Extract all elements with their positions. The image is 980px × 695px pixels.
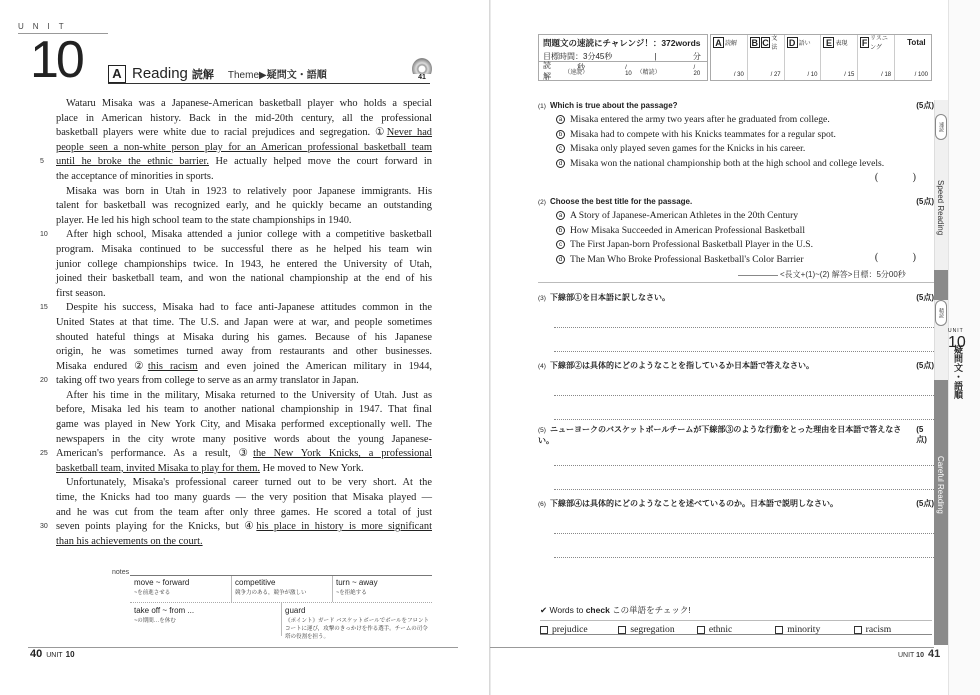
- answer-option[interactable]: [538, 112, 934, 127]
- theme-value: 疑問文・語順: [266, 70, 327, 81]
- passage-line: [56, 447, 432, 462]
- answer-line[interactable]: [554, 328, 934, 352]
- score-label: リスニング: [870, 36, 888, 51]
- q2-points: (5点): [916, 196, 934, 206]
- passage-text: Misaka endured ②: [56, 360, 148, 372]
- score-field[interactable]: / 30: [733, 72, 744, 78]
- passage-line: [56, 155, 432, 170]
- answer-option[interactable]: [538, 223, 934, 238]
- note-gloss: ~を前進させる: [134, 590, 171, 596]
- passage-text: shouted hateful things at Misaka during his games. Because of his Japanese: [56, 331, 432, 343]
- note-item: [134, 578, 230, 596]
- q6-number: (6): [538, 500, 546, 508]
- underlined-phrase: the New York Knicks, a professional: [253, 448, 432, 460]
- passage-line: [56, 112, 432, 127]
- score-label: 語い: [798, 40, 811, 47]
- answer-option[interactable]: [538, 156, 934, 171]
- passage-line: [56, 506, 432, 521]
- line-number: 15: [40, 304, 48, 312]
- q4-number: (4): [538, 362, 546, 370]
- words-row: [540, 620, 932, 635]
- note-item: [235, 578, 331, 596]
- score-letter: F: [861, 37, 868, 48]
- page-number: 41: [927, 648, 941, 660]
- footer-rule: [490, 647, 934, 648]
- question-3: [538, 290, 934, 352]
- passage-text: Despite his success, Misaka had to face anti-Japanese attitudes common in the: [66, 302, 432, 314]
- passage-line: [56, 258, 432, 273]
- score-field[interactable]: / 100: [914, 72, 928, 78]
- passage-text: place in American history. Back in the mid-20th century, all the professional: [56, 112, 432, 124]
- score-column: [858, 35, 895, 80]
- score-label: 表現: [835, 40, 848, 47]
- answer-line[interactable]: [554, 304, 934, 328]
- q2-header: [538, 194, 934, 208]
- passage-line: [56, 141, 432, 156]
- q3-number: (3): [538, 294, 546, 302]
- section-header: [108, 64, 430, 84]
- passage-line: [56, 228, 432, 243]
- word-label: racism: [865, 624, 892, 635]
- passage-text: game was played in New York City, and Misaka performed exceptionally well. The: [56, 419, 432, 431]
- score-label: 文法: [771, 36, 778, 51]
- checkbox-icon[interactable]: [775, 626, 783, 634]
- side-unit-number: 10: [948, 334, 966, 351]
- option-text: Misaka had to compete with his Knicks teammates for a regular spot.: [570, 128, 836, 140]
- right-folio: [898, 648, 940, 660]
- score-column: [711, 35, 748, 80]
- passage-line: [56, 170, 432, 185]
- passage-text: Unfortunately, Misaka's professional career turned out to be very short. At the: [66, 477, 432, 489]
- words-title-post: この単語をチェック!: [609, 605, 691, 615]
- score-field[interactable]: / 10: [807, 72, 818, 78]
- score-column: [821, 35, 858, 80]
- word-label: segregation: [630, 624, 675, 635]
- target-time: 目標時間：3分45秒: [543, 52, 613, 61]
- answer-box[interactable]: ( ): [874, 252, 932, 263]
- passage-text: and he was cut from the team after only three games. He scored a total of just: [56, 506, 432, 518]
- note-item: [285, 606, 431, 640]
- passage-line: [56, 418, 432, 433]
- words-title: [540, 604, 932, 616]
- score-label: 読解: [725, 40, 738, 47]
- score-head: [821, 35, 857, 49]
- score-label: Total: [907, 37, 926, 47]
- passage-text: seven points playing for the Knicks, but ④: [56, 521, 257, 533]
- folio-unit-label: UNIT: [46, 652, 63, 659]
- notes-box: [130, 575, 432, 640]
- q1-points: (5点): [916, 100, 934, 110]
- answer-line[interactable]: [554, 466, 934, 490]
- passage-line: [56, 520, 432, 535]
- footer-rule: [28, 647, 458, 648]
- guide-rule: [738, 275, 778, 276]
- question-5: [538, 425, 934, 490]
- q2-prompt: Choose the best title for the passage.: [549, 196, 693, 206]
- score-column: [895, 35, 931, 80]
- q5-prompt: ニューヨークのバスケットボールチームが下線部③のような行動をとった理由を日本語で答えなさい。: [538, 425, 902, 445]
- note-divider: [281, 603, 282, 636]
- careful-score-field[interactable]: / 20: [693, 65, 701, 77]
- section-divider: [538, 282, 934, 283]
- score-field[interactable]: / 27: [770, 72, 781, 78]
- question-2: [538, 194, 934, 267]
- answer-line[interactable]: [554, 372, 934, 396]
- checkbox-icon[interactable]: [540, 626, 548, 634]
- score-letter: D: [787, 37, 798, 48]
- passage-text: Misaka was born in Utah in 1923 to relatively poor Japanese immigrants. His: [66, 185, 432, 197]
- q5-number: (5): [538, 427, 546, 434]
- passage-text: before, Misaka led his team to another national championship in 1947. That final: [56, 404, 432, 416]
- cd-track-icon[interactable]: [412, 58, 432, 80]
- side-theme: 疑問文・語順: [953, 345, 963, 399]
- note-item: [134, 606, 274, 624]
- theme-label: Theme: [227, 70, 260, 81]
- score-letter: A: [713, 37, 724, 48]
- score-field[interactable]: / 15: [844, 72, 855, 78]
- careful-reading-tab[interactable]: Careful Reading: [936, 456, 945, 514]
- unit-number: 10: [30, 31, 82, 89]
- option-letter: c: [556, 144, 565, 153]
- underlined-phrase: his place in history is more significant: [256, 521, 432, 533]
- option-letter: b: [556, 226, 565, 235]
- score-letter: E: [823, 37, 834, 48]
- score-head: [895, 35, 931, 49]
- q3-points: (5点): [916, 292, 934, 302]
- passage-text: Wataru Misaka was a Japanese-American basketball player who holds a special: [66, 98, 432, 109]
- question-4: [538, 358, 934, 420]
- gutter: [489, 0, 491, 695]
- passage-line: [56, 535, 432, 550]
- question-1: [538, 98, 934, 183]
- note-term: turn ~ away: [336, 578, 378, 587]
- speed-reading-tab[interactable]: Speed Reading: [936, 180, 945, 236]
- word-label: ethnic: [708, 624, 733, 635]
- q3-prompt: 下線部①を日本語に訳しなさい。: [549, 292, 670, 302]
- target-guide: <長文+(1)~(2) 解答>目標：5分00秒: [780, 270, 906, 279]
- note-term: move ~ forward: [134, 578, 190, 587]
- passage-text: junior college championships twice. In 1943, he entered the University of Utah,: [56, 258, 432, 270]
- passage-line: [56, 476, 432, 491]
- passage-text: American's performance. As a result, ③: [56, 448, 254, 460]
- line-number: 30: [40, 523, 48, 531]
- section-theme: Theme▶疑問文・語順: [227, 70, 327, 81]
- q6-points: (5点): [916, 498, 934, 508]
- passage-text: United States at that time. The U.S. and Japan were at war, and people sometimes: [56, 316, 432, 328]
- note-term: take off ~ from ...: [134, 606, 195, 615]
- passage-line: [56, 403, 432, 418]
- words-to-check: [540, 604, 932, 635]
- passage-line: [56, 214, 432, 229]
- q1-prompt: Which is true about the passage?: [549, 100, 678, 110]
- left-folio: [30, 648, 75, 660]
- score-field[interactable]: / 18: [881, 72, 892, 78]
- option-text: How Misaka Succeeded in American Professional Basketball: [570, 224, 805, 236]
- checkbox-icon[interactable]: [697, 626, 705, 634]
- note-row-divider: [130, 602, 432, 603]
- fast-reading-label: （速読）: [564, 69, 589, 76]
- section-letter: A: [108, 65, 126, 83]
- passage-line: [56, 345, 432, 360]
- underlined-phrase: people seen a non-white person play for an American professional basketball team: [56, 141, 432, 153]
- option-letter: d: [556, 159, 565, 168]
- note-gloss: ~の期間…を休む: [134, 618, 176, 624]
- answer-option[interactable]: [538, 208, 934, 223]
- score-head: [711, 35, 747, 49]
- answer-line[interactable]: [554, 510, 934, 534]
- passage-text: time, the Knicks had too many guards — the very position that Misaka played —: [56, 492, 432, 504]
- passage-line: [56, 374, 432, 389]
- answer-option[interactable]: [538, 238, 934, 253]
- note-term: guard: [285, 606, 306, 615]
- score-head: [858, 35, 894, 49]
- side-tab-marker: [934, 270, 948, 300]
- notes-label: notes: [112, 569, 130, 576]
- underlined-phrase: Never had: [386, 127, 433, 139]
- reading-label: 読解: [543, 61, 551, 81]
- passage-line: [56, 97, 432, 112]
- underlined-phrase: this racism: [147, 360, 198, 372]
- passage-line: [56, 316, 432, 331]
- seconds-field[interactable]: 秒: [577, 63, 585, 72]
- track-number: 41: [412, 74, 432, 81]
- passage-line: [56, 199, 432, 214]
- q6-prompt: 下線部④は具体的にどのようなことを述べているのか。日本語で説明しなさい。: [549, 498, 838, 508]
- minutes-field[interactable]: 分: [692, 52, 701, 61]
- passage-text: player. He led his high school team to the state championships in 1940.: [56, 214, 352, 226]
- score-letter: C: [762, 37, 769, 48]
- option-letter: a: [556, 115, 565, 124]
- q1-header: [538, 98, 934, 112]
- answer-line[interactable]: [554, 534, 934, 558]
- passage-line: [56, 287, 432, 302]
- passage-line: [56, 243, 432, 258]
- passage-text: After his time in the military, Misaka returned to the University of Utah. Just as: [66, 389, 432, 401]
- score-table: [710, 34, 932, 81]
- passage-text: program. Misaka continued to be successful there as he helped his team win: [56, 243, 432, 255]
- underlined-phrase: basketball team, invited Misaka to play for them.: [56, 462, 261, 474]
- passage-text: basketball players were white due to racial prejudices and segregation. ①: [56, 127, 387, 139]
- passage-text: origin, he was sometimes turned away from restaurants and other businesses.: [56, 346, 432, 358]
- score-column: [748, 35, 785, 80]
- passage-text: taking off two years from college to serve as an army translator in Japan.: [56, 375, 359, 387]
- passage-line: [56, 433, 432, 448]
- score-column: [785, 35, 822, 80]
- underlined-phrase: until he broke the ethnic barrier.: [56, 156, 209, 168]
- section-subtitle: 読解: [191, 68, 214, 81]
- answer-option[interactable]: [538, 127, 934, 142]
- line-number: 10: [40, 231, 48, 239]
- words-bottom-rule: [540, 634, 932, 635]
- q2-number: (2): [538, 198, 546, 206]
- note-gloss: 《ポイント》ガード バスケットボールでボールをフロントコートに運び，攻撃のきっかけを作る選手。チームの司令塔の役割を担う。: [285, 618, 430, 640]
- challenge-time: 目標時間：3分45秒 | 分秒: [543, 52, 701, 72]
- passage-text: and even joined the American military in 1944,: [197, 360, 432, 372]
- page-number: 40: [30, 648, 43, 660]
- option-letter: b: [556, 130, 565, 139]
- answer-line[interactable]: [554, 396, 934, 420]
- passage-line: [56, 272, 432, 287]
- word-label: minority: [787, 624, 821, 635]
- passage-text: first season.: [56, 287, 106, 299]
- line-number: 5: [40, 158, 44, 166]
- option-text: The First Japan-born Professional Basketball Player in the U.S.: [570, 239, 814, 251]
- word-label: prejudice: [552, 624, 588, 635]
- careful-reading-pill[interactable]: 精読: [935, 300, 947, 326]
- option-letter: d: [556, 255, 565, 264]
- checkbox-icon[interactable]: [618, 626, 626, 634]
- folio-unit-number: 10: [65, 650, 75, 659]
- option-text: The Man Who Broke Professional Basketball's Color Barrier: [570, 254, 804, 266]
- option-text: A Story of Japanese-American Athletes in the 20th Century: [570, 209, 799, 221]
- note-item: [336, 578, 432, 596]
- fast-score-field[interactable]: / 10: [625, 65, 632, 77]
- option-letter: a: [556, 211, 565, 220]
- score-head: [748, 35, 784, 49]
- passage-line: [56, 331, 432, 346]
- q1-number: (1): [538, 102, 546, 110]
- passage-text: After high school, Misaka attended a junior college with a competitive basketball: [66, 229, 432, 241]
- words-title-bold: check: [585, 605, 610, 615]
- note-divider: [332, 576, 333, 602]
- careful-reading-label: （精読）: [636, 69, 661, 76]
- score-letter: B: [751, 37, 758, 48]
- line-number: 20: [40, 377, 48, 385]
- q5-points: (5点): [916, 425, 927, 444]
- passage-text: He moved to New York.: [260, 462, 364, 474]
- line-number: 25: [40, 450, 48, 458]
- answer-option[interactable]: [538, 142, 934, 157]
- passage-line: [56, 301, 432, 316]
- side-unit-label: UNIT: [948, 328, 964, 334]
- note-gloss: 競争力のある，競争が激しい: [235, 590, 307, 596]
- folio-unit-number: 10: [916, 652, 924, 659]
- score-head: [785, 35, 821, 49]
- option-text: Misaka only played seven games for the Knicks in his career.: [570, 143, 806, 155]
- option-letter: c: [556, 240, 565, 249]
- q4-prompt: 下線部②は具体的にどのようなことを指しているか日本語で答えなさい。: [549, 360, 814, 370]
- passage-line: [56, 491, 432, 506]
- passage-line: [56, 462, 432, 477]
- passage-line: [56, 126, 432, 141]
- passage-text: the acceptance of minorities in sports.: [56, 170, 214, 182]
- passage-text: talent for basketball was recognized early, and he quickly became an outstanding: [56, 200, 432, 212]
- speed-reading-pill[interactable]: 速読: [935, 114, 947, 140]
- passage-line: [56, 360, 432, 375]
- option-text: Misaka entered the army two years after he graduated from college.: [570, 113, 830, 125]
- words-title-pre: ✔ Words to: [540, 605, 586, 615]
- option-text: Misaka won the national championship both at the high school and college levels.: [570, 158, 885, 170]
- passage-text: He actually helped move the court forward in: [208, 156, 432, 168]
- answer-box[interactable]: ( ): [874, 172, 932, 183]
- challenge-title: 問題文の速読にチャレンジ！：372words: [543, 38, 701, 48]
- note-gloss: ~を拒絶する: [336, 590, 367, 596]
- passage-text: joined their basketball team, and won the national championship at the end of his: [56, 273, 432, 285]
- question-6: [538, 496, 934, 558]
- q4-points: (5点): [916, 360, 934, 370]
- note-term: competitive: [235, 578, 276, 587]
- reading-passage: [56, 97, 432, 549]
- unit-word: UNIT: [18, 22, 108, 34]
- passage-line: [56, 389, 432, 404]
- challenge-box: [538, 34, 708, 81]
- section-title: Reading: [132, 65, 188, 82]
- folio-unit-label: UNIT: [898, 652, 915, 659]
- underlined-phrase: than his achievements on the court.: [56, 535, 203, 547]
- checkbox-icon[interactable]: [854, 626, 862, 634]
- passage-line: [56, 185, 432, 200]
- note-divider: [231, 576, 232, 602]
- passage-text: newspapers in the city wrote many positive words about the young Japanese-: [56, 433, 432, 445]
